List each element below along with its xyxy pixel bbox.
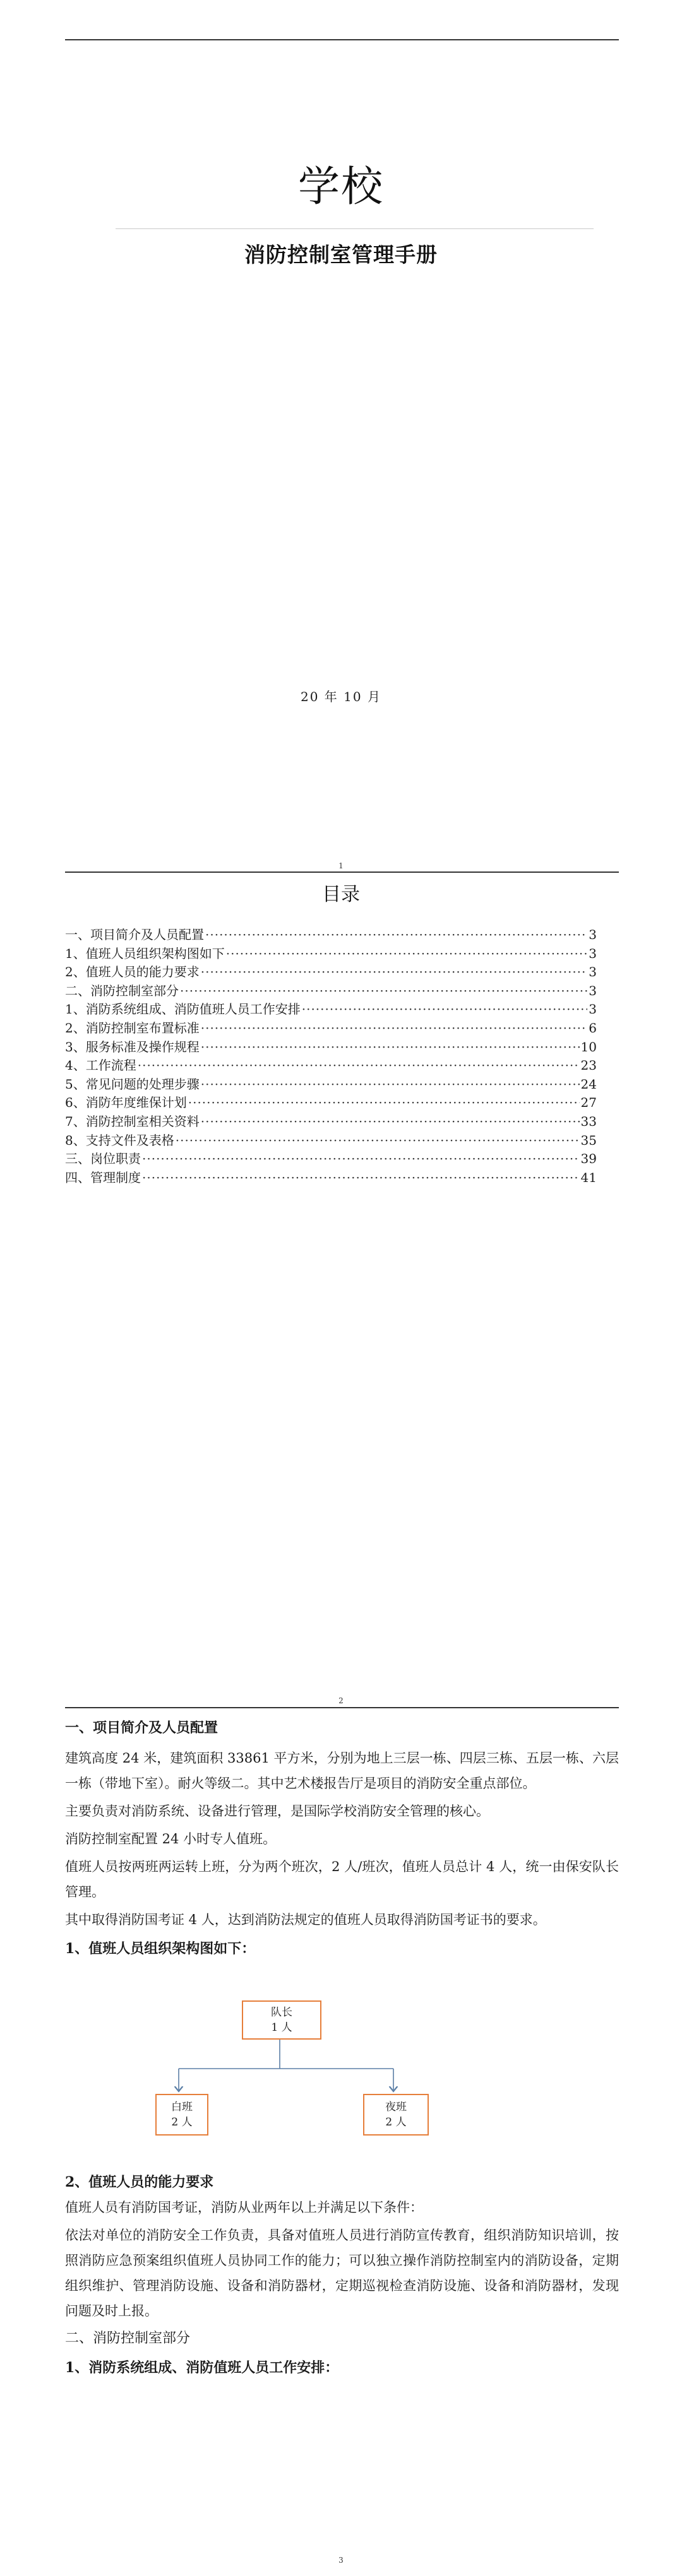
toc-entry[interactable] bbox=[65, 1018, 597, 1037]
org-day-title: 白班 bbox=[171, 2101, 193, 2113]
toc-entry-page: 27 bbox=[580, 1095, 597, 1111]
toc-entry-page: 3 bbox=[589, 945, 597, 961]
toc-leader-dots bbox=[188, 1095, 580, 1110]
toc-heading: 目录 bbox=[322, 883, 360, 906]
toc-entry-page: 23 bbox=[580, 1058, 597, 1073]
toc-entry-label: 8、支持文件及表格 bbox=[65, 1132, 174, 1148]
org-day-box bbox=[155, 2094, 208, 2136]
header-rule bbox=[65, 39, 619, 40]
toc-leader-dots bbox=[180, 983, 587, 998]
section-heading: 一、项目简介及人员配置 bbox=[65, 1720, 218, 1736]
toc-entry[interactable] bbox=[65, 1111, 597, 1130]
toc-entry[interactable] bbox=[65, 981, 597, 1000]
content-page bbox=[65, 1715, 619, 2380]
subsection-heading: 1、消防系统组成、消防值班人员工作安排： bbox=[65, 2360, 339, 2376]
toc-leader-dots bbox=[201, 1020, 588, 1036]
toc-entry-label: 一、项目简介及人员配置 bbox=[65, 927, 204, 942]
toc-entry-page: 3 bbox=[589, 927, 597, 942]
toc-leader-dots bbox=[142, 1151, 580, 1166]
toc-entry[interactable] bbox=[65, 1149, 597, 1167]
cover-page bbox=[0, 0, 682, 877]
toc-entry-label: 三、岗位职责 bbox=[65, 1151, 141, 1167]
toc-entry-label: 1、消防系统组成、消防值班人员工作安排 bbox=[65, 1001, 301, 1017]
footer-rule bbox=[65, 871, 619, 873]
org-night-title: 夜班 bbox=[385, 2101, 407, 2113]
toc-entry-page: 35 bbox=[580, 1132, 597, 1148]
toc-entry-label: 5、常见问题的处理步骤 bbox=[65, 1076, 200, 1092]
toc-leader-dots bbox=[226, 946, 588, 961]
cover-date: 20 年 10 月 bbox=[301, 689, 381, 704]
toc-entry[interactable] bbox=[65, 1167, 597, 1186]
paragraph: 值班人员按两班两运转上班，分为两个班次，2 人/班次，值班人员总计 4 人，统一由保安队长管理。 bbox=[65, 1859, 619, 1900]
toc-entry[interactable] bbox=[65, 1092, 597, 1111]
toc-entry-page: 33 bbox=[580, 1113, 597, 1129]
cover-title: 消防控制室管理手册 bbox=[244, 242, 438, 267]
paragraph: 值班人员有消防国考证，消防从业两年以上并满足以下条件： bbox=[65, 2200, 423, 2215]
toc-entry[interactable] bbox=[65, 1055, 597, 1074]
toc-entry-label: 3、服务标准及操作规程 bbox=[65, 1039, 200, 1055]
paragraph: 其中取得消防国考证 4 人，达到消防法规定的值班人员取得消防国考证书的要求。 bbox=[65, 1912, 546, 1927]
toc-entry-label: 四、管理制度 bbox=[65, 1169, 141, 1185]
toc-entry-page: 10 bbox=[580, 1039, 597, 1055]
org-leader-title: 队长 bbox=[271, 2006, 292, 2019]
toc-entry[interactable] bbox=[65, 999, 597, 1018]
paragraph: 消防控制室配置 24 小时专人值班。 bbox=[65, 1831, 277, 1846]
page-rule bbox=[65, 1707, 619, 1708]
paragraph: 主要负责对消防系统、设备进行管理，是国际学校消防安全管理的核心。 bbox=[65, 1804, 489, 1819]
subsection-heading: 1、值班人员组织架构图如下： bbox=[65, 1941, 256, 1957]
toc-entry[interactable] bbox=[65, 943, 597, 962]
org-night-box bbox=[363, 2094, 429, 2136]
cover-school-name: 学校 bbox=[298, 162, 384, 211]
paragraph: 建筑高度 24 米，建筑面积 33861 平方米，分别为地上三层一栋、四层三栋、五层一栋、六层一栋（带地下室）。耐火等级二。其中艺术楼报告厅是项目的消防安全重点部位。 bbox=[65, 1751, 619, 1791]
toc-entry-page: 3 bbox=[589, 964, 597, 980]
toc-entry[interactable] bbox=[65, 1130, 597, 1149]
toc-entry-label: 4、工作流程 bbox=[65, 1058, 136, 1073]
page-number: 2 bbox=[338, 1696, 344, 1705]
toc-entry[interactable] bbox=[65, 962, 597, 981]
toc-leader-dots bbox=[201, 1039, 580, 1055]
org-chart-connectors bbox=[65, 1961, 619, 2170]
cover-separator bbox=[116, 228, 594, 229]
toc-entry-label: 7、消防控制室相关资料 bbox=[65, 1113, 200, 1129]
org-leader-count: 1 人 bbox=[271, 2021, 292, 2034]
toc-leader-dots bbox=[302, 1001, 588, 1017]
org-leader-box bbox=[242, 2000, 321, 2040]
toc-entry-page: 6 bbox=[589, 1020, 597, 1036]
toc-leader-dots bbox=[201, 964, 588, 979]
toc-leader-dots bbox=[138, 1058, 580, 1073]
org-night-count: 2 人 bbox=[385, 2116, 407, 2129]
toc-entry-page: 3 bbox=[589, 983, 597, 998]
toc-entry-page: 39 bbox=[580, 1151, 597, 1167]
toc-entry-label: 6、消防年度维保计划 bbox=[65, 1095, 187, 1111]
toc-leader-dots bbox=[201, 1114, 580, 1129]
toc-entry-label: 2、值班人员的能力要求 bbox=[65, 964, 200, 980]
page-number: 3 bbox=[338, 2556, 344, 2565]
toc-entry-label: 二、消防控制室部分 bbox=[65, 983, 179, 998]
toc-leader-dots bbox=[142, 1170, 580, 1185]
table-of-contents bbox=[65, 925, 597, 1186]
org-day-count: 2 人 bbox=[171, 2116, 193, 2129]
toc-leader-dots bbox=[205, 927, 587, 942]
toc-entry-page: 41 bbox=[580, 1169, 597, 1185]
toc-entry[interactable] bbox=[65, 1037, 597, 1056]
toc-entry[interactable] bbox=[65, 1074, 597, 1093]
toc-entry[interactable] bbox=[65, 925, 597, 943]
toc-leader-dots bbox=[176, 1133, 580, 1148]
toc-leader-dots bbox=[201, 1077, 580, 1092]
subsection-heading: 2、值班人员的能力要求 bbox=[65, 2174, 214, 2190]
toc-entry-page: 3 bbox=[589, 1001, 597, 1017]
toc-entry-label: 2、消防控制室布置标准 bbox=[65, 1020, 200, 1036]
toc-entry-page: 24 bbox=[580, 1076, 597, 1092]
toc-entry-label: 1、值班人员组织架构图如下 bbox=[65, 945, 225, 961]
paragraph: 依法对单位的消防安全工作负责，具备对值班人员进行消防宣传教育，组织消防知识培训，按照消防应急预案组织值班人员协同工作的能力；可以独立操作消防控制室内的消防设备，定期组织维护、管理消防设施、设备和消防器材，定期巡视检查消防设施、设备和消防器材，发现问题及时上报。 bbox=[65, 2228, 619, 2319]
org-chart bbox=[65, 1961, 619, 2170]
section-heading: 二、消防控制室部分 bbox=[65, 2331, 191, 2346]
page-number: 1 bbox=[338, 861, 344, 870]
